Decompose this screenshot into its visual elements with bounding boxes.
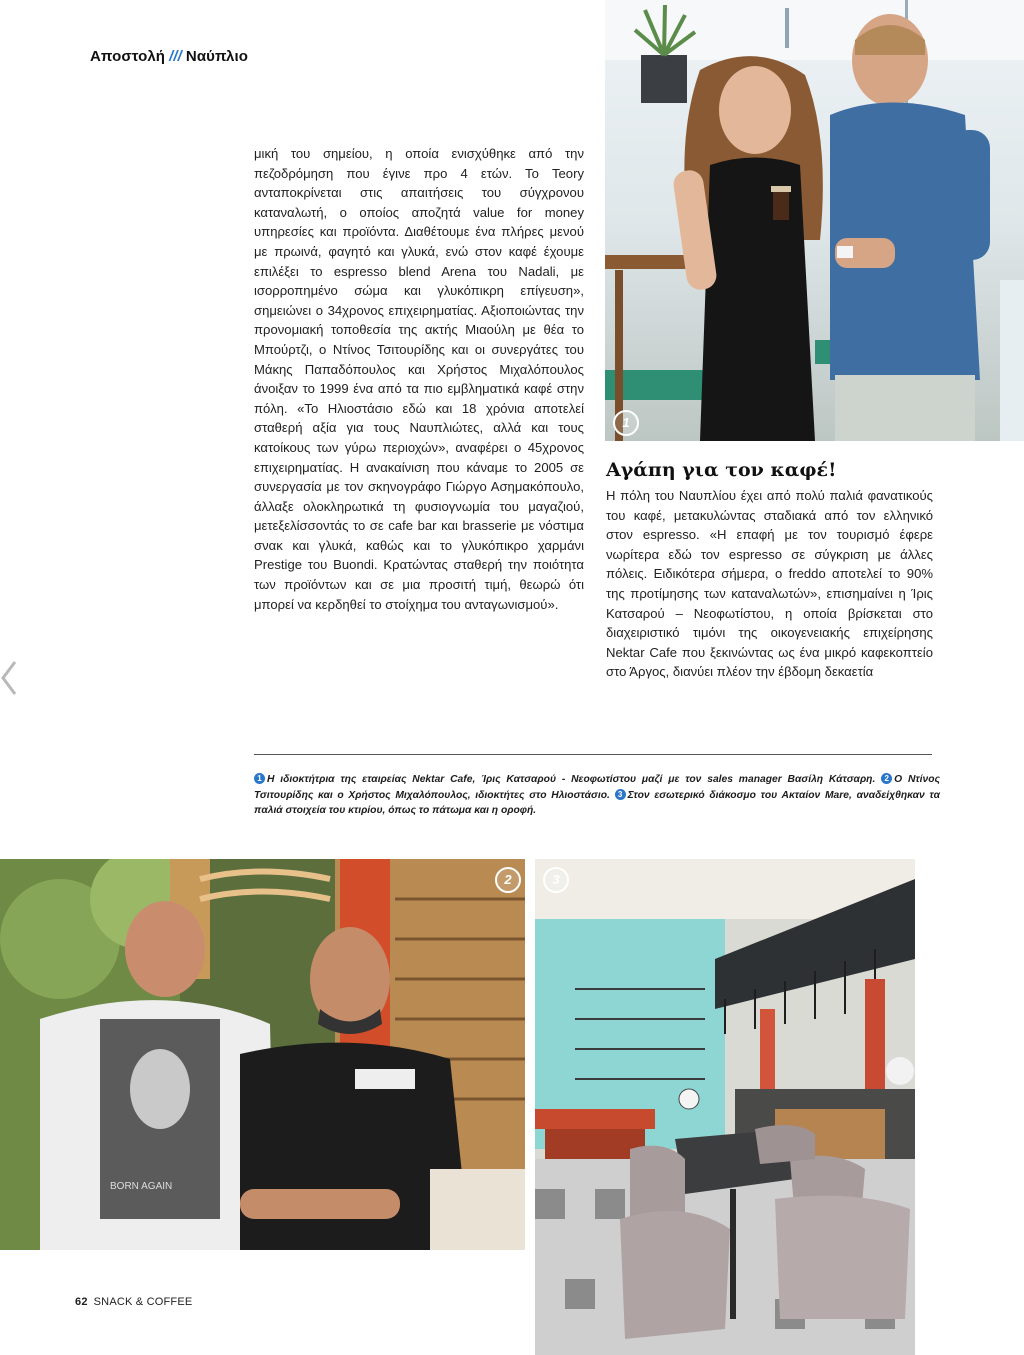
photo-captions [254, 772, 940, 819]
previous-page-arrow[interactable] [0, 660, 18, 696]
caption-divider [254, 754, 932, 755]
photo-1-owners [605, 0, 1024, 441]
photo-3-number-badge: 3 [543, 867, 569, 893]
magazine-name: SNACK & COFFEE [93, 1296, 193, 1308]
photo-3-interior [535, 859, 915, 1355]
header-separator: /// [169, 48, 182, 65]
caption-number-1: 1 [254, 773, 265, 784]
page-footer [75, 1296, 192, 1308]
caption-2: Ο Ντίνος Τσιτουρίδης και ο Χρήστος Μιχαλόπουλος, ιδιοκτήτες στο Ηλιοστάσιο. [254, 774, 940, 801]
photo-2-owners [0, 859, 525, 1250]
column1-paragraph: μική του σημείου, η οποία ενισχύθηκε από την πεζοδρόμηση που έγινε προ 4 ετών. Το Teory ανταποκρίνεται στις απαιτήσεις του σύγχρονου καταναλωτή, ο οποίος αποζητά value for money υπηρεσίες και προϊόντα. Διαθέτουμε ένα πλήρες μενού με πρωινά, φαγητό και γλυκά, ενώ στον καφέ έχουμε επιλέξει το espresso blend Arena του Nadali, με ισορροπημένο σώμα και γλυκόπικρη επίγευση», σημειώνει ο 34χρονος επιχειρηματίας. Αξιοποιώντας την προνομιακή τοποθεσία της ακτής Μιαούλη με θέα το Μπούρτζι, ο Ντίνος Τσιτουρίδης και οι συνεργάτες του Μάκης Παπαδόπουλος και Χρήστος Μιχαλόπουλος άνοιξαν το 1999 ένα από τα πιο εμβληματικά καφέ στην πόλη. «Το Ηλιοστάσιο εδώ και 18 χρόνια αποτελεί σταθερή αξία για τους Ναυπλιώτες, αλλά και τους κατοίκους των γύρω περιοχών», αναφέρει ο 45χρονος επιχειρηματίας. Η ανακαίνιση που κάναμε το 2005 σε συνεργασία με τον σκηνογράφο Γιώργο Ασημακόπουλο, άλλαξε ολοκληρωτικά τη φυσιογνωμία του μαγαζιού, μετεξελίσσοντάς το σε cafe bar και brasserie με νόστιμα σνακ και γλυκά, καθώς και το γλυκόπικρο χαρμάνι Prestige του Buondi. Κρατώντας σταθερή την ποιότητα των προϊόντων και σε μια προσιτή τιμή, θεωρώ ότι μπορεί να κερδηθεί το στοίχημα του ανταγωνισμού». [254, 146, 584, 612]
photo-2-illustration [0, 859, 525, 1250]
subheading: Αγάπη για τον καφέ! [606, 459, 837, 481]
photo-1-number-badge: 1 [613, 410, 639, 436]
column2-paragraph: Η πόλη του Ναυπλίου έχει από πολύ παλιά φανατικούς του καφέ, μετακυλώντας σταδιακά από τον ελληνικό στον espresso. «Η επαφή με τον τουρισμό έφερε νωρίτερα εδώ τον espresso σε σύγκριση με άλλες πόλεις. Ειδικότερα σήμερα, ο freddo αποτελεί το 90% της προτίμησης των καταναλωτών», επισημαίνει η Ίρις Κατσαρού – Νεοφωτίστου, η οποία βρίσκεται στο διαχειριστικό τιμόνι της οικογενειακής επιχείρησης Nektar Cafe που ξεκινώντας ως ένα μικρό καφεκοπτείο στο Άργος, διανύει πλέον την έβδομη δεκαετία [606, 488, 933, 680]
caption-number-2: 2 [881, 773, 892, 784]
chevron-left-icon [0, 660, 18, 696]
shirt-print-text: BORN AGAIN [110, 1181, 173, 1192]
page-number: 62 [75, 1296, 88, 1308]
section-header [90, 48, 248, 65]
caption-1: Η ιδιοκτήτρια της εταιρείας Nektar Cafe, Ίρις Κατσαρού - Νεοφωτίστου μαζί με τον sales manager Βασίλη Κάτσαρη. [267, 774, 876, 785]
caption-3: Στον εσωτερικό διάκοσμο του Ακταίον Mare, αναδείχθηκαν τα παλιά στοιχεία του κτιρίου, όπως το πάτωμα και η οροφή. [254, 789, 940, 816]
header-place: Ναύπλιο [185, 48, 248, 65]
photo-1-illustration [605, 0, 1024, 441]
article-column-1 [254, 144, 584, 614]
caption-number-3: 3 [615, 789, 626, 800]
article-column-2 [606, 486, 933, 682]
photo-3-illustration [535, 859, 915, 1355]
photo-2-number-badge: 2 [495, 867, 521, 893]
header-section: Αποστολή [90, 48, 166, 65]
